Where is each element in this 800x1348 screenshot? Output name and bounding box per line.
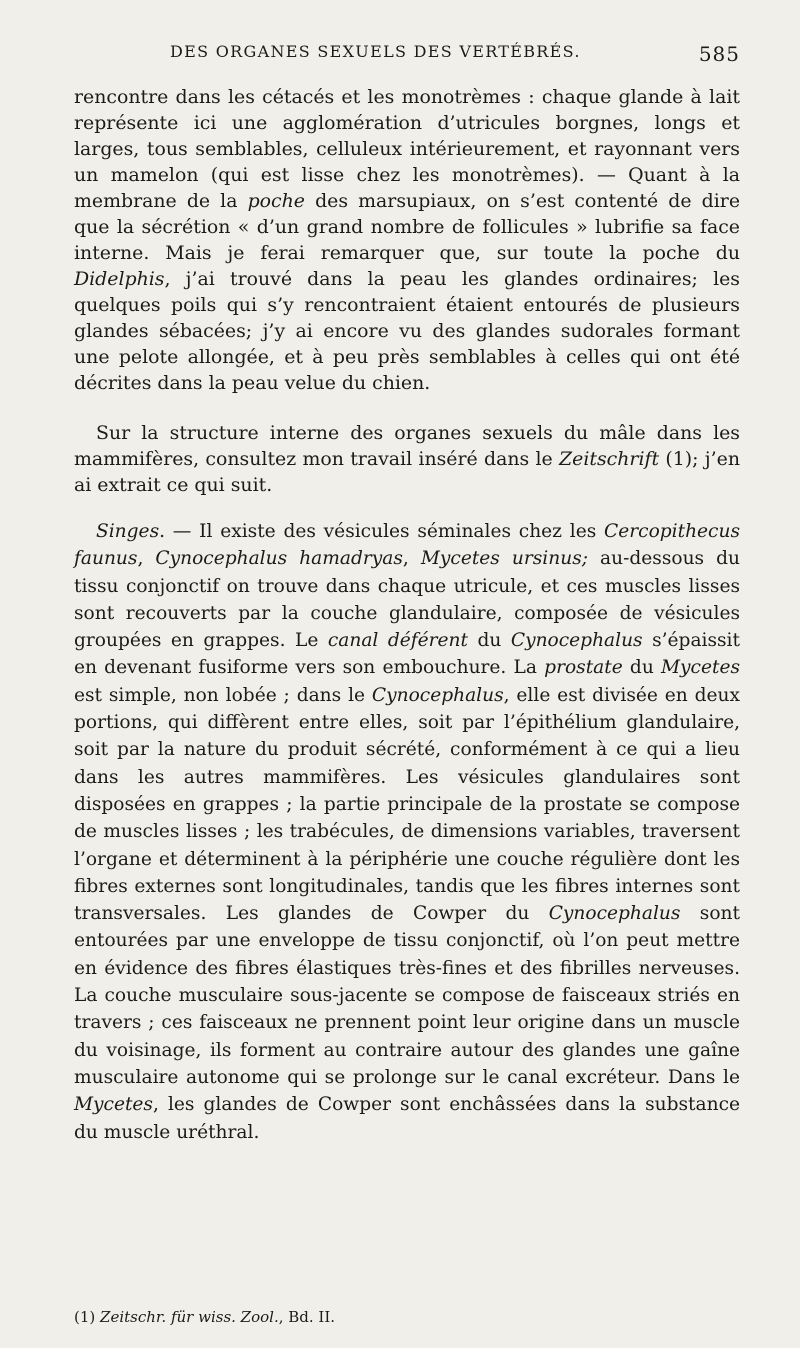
page-number: 585 [698, 42, 740, 66]
paragraph-spacer [74, 396, 740, 420]
footnote-marker: (1) [74, 1308, 101, 1326]
monkeys-section [74, 518, 740, 1146]
term-prostate: prostate [544, 657, 623, 679]
taxon-mycetes: Mycetes [74, 1094, 153, 1116]
taxon-mycetes-ursinus: Mycetes ursinus; [420, 548, 589, 570]
taxon-cynocephalus: Cynocephalus [548, 903, 681, 925]
taxon-cynocephalus-hamadryas: Cynocephalus hamadryas [155, 548, 403, 570]
footnote [74, 1307, 740, 1327]
term-poche: poche [247, 190, 305, 212]
paragraph-spacer [74, 498, 740, 518]
taxon-didelphis: Didelphis [74, 268, 165, 290]
footnote-journal: Zeitschr. für wiss. Zool. [100, 1308, 279, 1326]
paragraph-singes: Singes. — Il existe des vésicules séminales chez les Cercopithecus faunus, Cynocephalus hamadryas, Mycetes ursinus; au-dessous du tissu conjonctif on trouve dans chaque utricule, et ces muscles lisses sont recouverts par la couche glandulaire, composée de vésicules groupées en grappes. Le canal déférent du Cynocephalus s’épaissit en devenant fusiforme vers son embouchure. La prostate du Mycetes est simple, non lobée ; dans le Cynocephalus, elle est divisée en deux portions, qui diffèrent entre elles, soit par l’épithélium glandulaire, soit par la nature du produit sécrété, conformément à ce qui a lieu dans les autres mammifères. Les vésicules glandulaires sont disposées en grappes ; la partie principale de la prostate se compose de muscles lisses ; les trabécules, de dimensions variables, traversent l’organe et déterminent à la périphérie une couche régulière dont les fibres externes sont longitudinales, tandis que les fibres internes sont transversales. Les glandes de Cowper du Cynocephalus sont entourées par une enveloppe de tissu conjonctif, où l’on peut mettre en évidence des fibres élastiques très-fines et des fibrilles nerveuses. La couche musculaire sous-jacente se compose de faisceaux striés en travers ; ces faisceaux ne prennent point leur origine dans un muscle du voisinage, ils forment au contraire autour des glandes une gaîne musculaire autonome qui se prolonge sur le canal excréteur. Dans le Mycetes, les glandes de Cowper sont enchâssées dans la substance du muscle uréthral. [74, 521, 741, 1143]
paragraph-marsupial-pouch: rencontre dans les cétacés et les monotrèmes : chaque glande à lait représente ici une agglomération d’utricules borgnes, longs et larges, tous semblables, celluleux intérieurement, et rayonnant vers un mamelon (qui est lisse chez les monotrèmes). — Quant à la membrane de la poche des marsupiaux, on s’est contenté de dire que la sécrétion « d’un grand nombre de follicules » lubrifie sa face interne. Mais je ferai remarquer que, sur toute la poche du Didelphis, j’ai trouvé dans la peau les glandes ordinaires; les quelques poils qui s’y rencontraient étaient entourés de plusieurs glandes sébacées; j’y ai encore vu des glandes sudorales formant une pelote allongée, et à peu près semblables à celles qui ont été décrites dans la peau velue du chien. [74, 86, 740, 394]
section-heading-singes: Singes [96, 521, 160, 542]
taxon-cynocephalus: Cynocephalus [510, 630, 643, 652]
taxon-mycetes: Mycetes [661, 657, 740, 679]
book-page [74, 42, 740, 1146]
term-canal-deferent: canal déférent [327, 630, 468, 652]
page-header [74, 42, 740, 84]
footnote-volume: , Bd. II. [278, 1308, 336, 1326]
paragraph-internal-structure: Sur la structure interne des organes sexuels du mâle dans les mammifères, consultez mon travail inséré dans le Zeitschrift (1); j’en ai extrait ce qui suit. [74, 422, 741, 496]
taxon-cynocephalus: Cynocephalus [371, 684, 504, 706]
running-title: DES ORGANES SEXUELS DES VERTÉBRÉS. [170, 42, 581, 61]
journal-zeitschrift: Zeitschrift [559, 448, 660, 470]
taxon-cercopithecus-faunus: Cercopithecus faunus [74, 521, 740, 570]
